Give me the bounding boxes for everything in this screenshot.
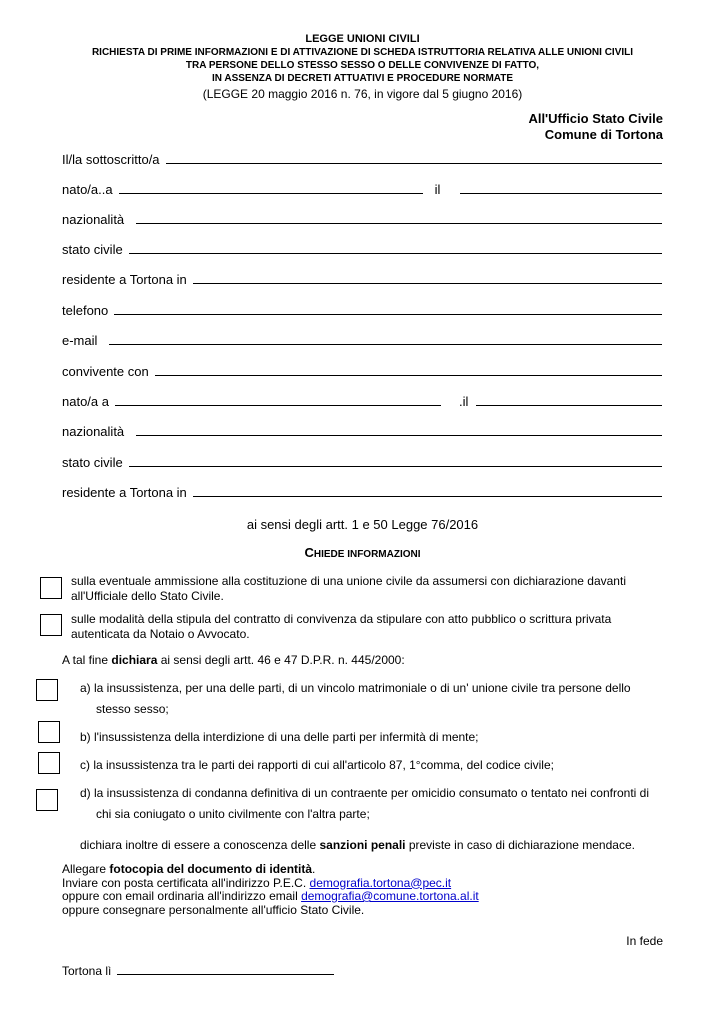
fill-line[interactable] [155, 374, 662, 376]
instructions-block [62, 863, 479, 917]
field-label: il [434, 182, 441, 197]
field-label: Tortona lì [62, 964, 112, 978]
option-checkbox-civil-union[interactable] [40, 577, 62, 599]
email-link[interactable]: demografia@comune.tortona.al.it [301, 889, 479, 903]
field-label: nazionalità [62, 212, 125, 227]
option-text-cohabitation [71, 612, 611, 642]
field-residence[interactable] [62, 269, 662, 287]
email-prefix: oppure con email ordinaria all'indirizzo email [62, 889, 302, 903]
declaration-item-c: c) la insussistenza tra le parti dei rapporti di cui all'articolo 87, 1°comma, del codice civile; [80, 758, 554, 772]
fill-line[interactable] [460, 192, 662, 194]
field-sottoscritto[interactable] [62, 149, 662, 167]
field-email[interactable] [62, 330, 662, 348]
awareness-prefix: dichiara inoltre di essere a conoscenza delle [80, 838, 320, 852]
legal-basis: ai sensi degli artt. 1 e 50 Legge 76/2016 [246, 517, 479, 532]
field-place-date[interactable] [62, 960, 334, 978]
declaration-item-b: b) l'insussistenza della interdizione di una delle parti per infermità di mente; [80, 730, 479, 744]
fill-line[interactable] [166, 162, 662, 164]
pec-instruction [62, 877, 479, 891]
option-text-line: sulle modalità della stipula del contratto di convivenza da stipulare con atto pubblico o scrittura privata [71, 612, 612, 626]
request-heading-rest: HIEDE INFORMAZIONI [313, 549, 421, 560]
field-label: convivente con [62, 364, 149, 379]
field-label: residente a Tortona in [62, 485, 187, 500]
declaration-item-a-line-1: a) la insussistenza, per una delle parti, di un vincolo matrimoniale o di un' unione civile tra persone dello [80, 681, 631, 695]
attach-instruction [62, 863, 479, 877]
option-text-line: autenticata da Notaio o Avvocato. [71, 627, 250, 641]
field-birthplace[interactable] [62, 179, 662, 197]
document-title: LEGGE UNIONI CIVILI [305, 33, 420, 45]
field-civil-status[interactable] [62, 239, 662, 257]
attach-prefix: Allegare [62, 862, 110, 876]
fill-line[interactable] [136, 222, 662, 224]
field-partner-nationality[interactable] [62, 421, 662, 439]
awareness-statement [80, 838, 635, 852]
awareness-suffix: previste in caso di dichiarazione mendace. [405, 838, 635, 852]
checkbox-d[interactable] [36, 789, 58, 811]
fill-line[interactable] [115, 404, 441, 406]
pec-email-link[interactable]: demografia.tortona@pec.it [309, 875, 452, 890]
fill-line[interactable] [136, 434, 662, 436]
field-label: Il/la sottoscritto/a [62, 152, 160, 167]
subtitle-line-1: RICHIESTA DI PRIME INFORMAZIONI E DI ATTIVAZIONE DI SCHEDA ISTRUTTORIA RELATIVA ALLE UNIONI CIVILI [91, 47, 634, 58]
fill-line[interactable] [129, 465, 662, 467]
fill-line[interactable] [476, 404, 662, 406]
request-heading-initial: C [304, 545, 314, 560]
fill-line[interactable] [117, 973, 334, 975]
field-label: nato/a a [62, 394, 109, 409]
checkbox-c[interactable] [38, 752, 60, 774]
field-label: telefono [62, 303, 109, 318]
fill-line[interactable] [109, 343, 662, 345]
field-label: stato civile [62, 455, 123, 470]
declaration-item-a-line-2: stesso sesso; [96, 702, 169, 716]
checkbox-a[interactable] [36, 679, 58, 701]
field-nationality[interactable] [62, 209, 662, 227]
option-text-line: sulla eventuale ammissione alla costituzione di una unione civile da assumersi con dichiarazione davanti [71, 574, 626, 588]
field-label: nazionalità [62, 424, 125, 439]
subtitle-line-2: TRA PERSONE DELLO STESSO SESSO O DELLE CONVIVENZE DI FATTO, [185, 60, 540, 71]
field-label: nato/a..a [62, 182, 113, 197]
field-partner[interactable] [62, 361, 662, 379]
declaration-intro [62, 653, 405, 667]
declaration-item-d-line-1: d) la insussistenza di condanna definitiva di un contraente per omicidio consumato o tentato nei confronti di [80, 786, 650, 800]
law-reference: (LEGGE 20 maggio 2016 n. 76, in vigore dal 5 giugno 2016) [202, 87, 523, 101]
field-partner-civil-status[interactable] [62, 452, 662, 470]
field-label: .il [459, 394, 469, 409]
fill-line[interactable] [193, 282, 662, 284]
addressee-municipality: Comune di Tortona [544, 127, 663, 142]
field-label: e-mail [62, 333, 98, 348]
field-phone[interactable] [62, 300, 662, 318]
addressee-office: All'Ufficio Stato Civile [528, 111, 663, 126]
subtitle-line-3: IN ASSENZA DI DECRETI ATTUATIVI E PROCEDURE NORMATE [211, 73, 514, 84]
field-partner-birthplace[interactable] [62, 391, 662, 409]
fill-line[interactable] [119, 192, 423, 194]
option-text-line: all'Ufficiale dello Stato Civile. [71, 589, 224, 603]
awareness-penalties: sanzioni penali [319, 838, 406, 852]
in-person-instruction: oppure consegnare personalmente all'ufficio Stato Civile. [62, 902, 365, 917]
in-fede: In fede [626, 934, 663, 948]
fill-line[interactable] [114, 313, 662, 315]
request-heading [0, 545, 725, 560]
field-label: residente a Tortona in [62, 272, 187, 287]
field-partner-residence[interactable] [62, 482, 662, 500]
fill-line[interactable] [193, 495, 662, 497]
declaration-suffix: ai sensi degli artt. 46 e 47 D.P.R. n. 445/2000: [157, 653, 405, 667]
field-label: stato civile [62, 242, 123, 257]
email-instruction [62, 890, 479, 904]
attach-suffix: . [312, 862, 316, 876]
attach-document: fotocopia del documento di identità [109, 862, 313, 876]
checkbox-b[interactable] [38, 721, 60, 743]
fill-line[interactable] [129, 252, 662, 254]
declaration-verb: dichiara [111, 653, 158, 667]
option-checkbox-cohabitation[interactable] [40, 614, 62, 636]
declaration-prefix: A tal fine [62, 653, 112, 667]
pec-prefix: Inviare con posta certificata all'indirizzo P.E.C. [62, 875, 310, 890]
option-text-civil-union [71, 574, 626, 604]
declaration-item-d-line-2: chi sia coniugato o unito civilmente con l'altra parte; [96, 807, 370, 821]
